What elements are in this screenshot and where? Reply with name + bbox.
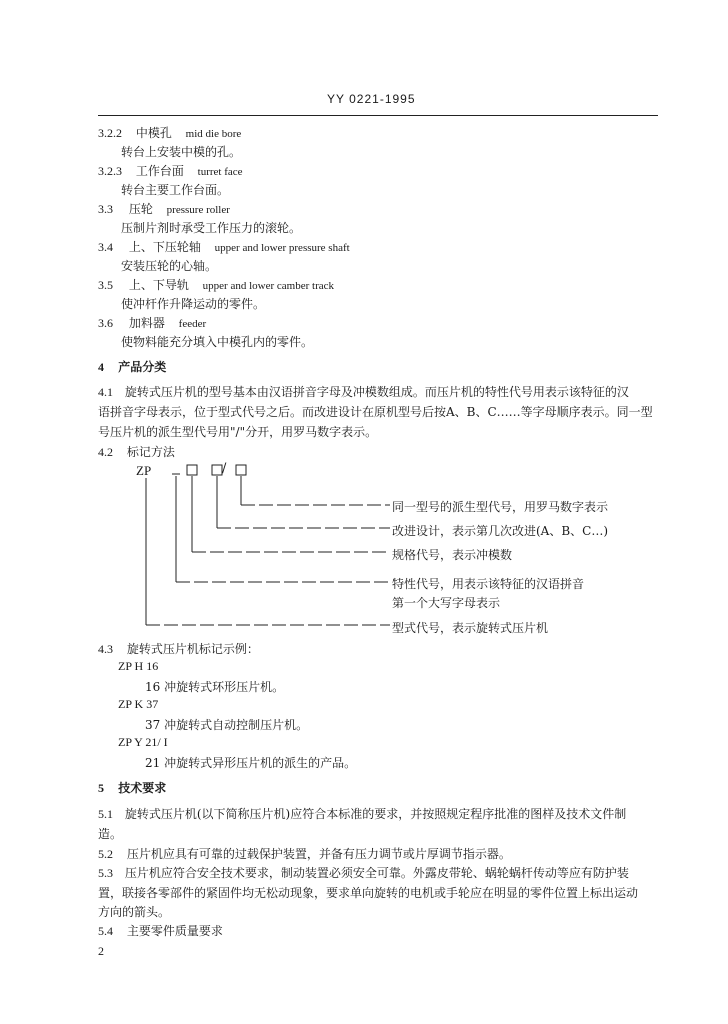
diagram-prefix: ZP <box>136 463 152 478</box>
term-en: mid die bore <box>185 128 242 140</box>
para-5-3-line3: 方向的箭头。 <box>98 905 171 919</box>
para-number: 5.2 <box>98 847 113 861</box>
para-5-1-line2: 造。 <box>98 827 123 841</box>
para-5-4 <box>98 922 223 939</box>
para-number: 4.1 <box>98 385 113 399</box>
definition: 使物料能充分填入中模孔内的零件。 <box>121 335 314 349</box>
term-cn: 上、下导轨 <box>128 278 189 292</box>
diagram-label-characteristic-2: 第一个大写字母表示 <box>392 596 501 610</box>
term-cn: 加料器 <box>128 316 165 330</box>
diagram-label-characteristic-1: 特性代号，用表示该特征的汉语拼音 <box>392 577 585 591</box>
example-code: ZP K 37 <box>118 697 159 711</box>
standard-code: YY 0221-1995 <box>327 92 416 106</box>
diagram-label-improve: 改进设计，表示第几次改进(A、B、C…) <box>392 524 609 538</box>
para-text: 压片机应具有可靠的过载保护装置，并备有压力调节或片厚调节指示器。 <box>126 847 511 861</box>
term-en: upper and lower camber track <box>202 280 334 292</box>
para-text: 旋转式压片机的型号基本由汉语拼音字母及冲模数组成。而压片机的特性代号用表示该特征的汉 <box>124 385 629 399</box>
item-number: 3.2.3 <box>98 164 122 178</box>
improve-box <box>212 465 222 475</box>
term-en: pressure roller <box>166 204 230 216</box>
item-number: 3.2.2 <box>98 126 122 140</box>
example-desc: 21 冲旋转式异形压片机的派生的产品。 <box>145 756 357 770</box>
para-number: 5.3 <box>98 866 113 880</box>
definition: 安装压轮的心轴。 <box>121 259 218 273</box>
example-desc: 16 冲旋转式环形压片机。 <box>145 680 285 694</box>
para-5-1-line1 <box>98 805 626 822</box>
diagram-slash: / <box>222 461 227 476</box>
para-4-1-line3: 号压片机的派生型代号用"/"分开，用罗马数字表示。 <box>98 425 378 439</box>
term-en: feeder <box>178 318 207 330</box>
item-number: 3.4 <box>98 240 113 254</box>
para-text: 压片机应符合安全技术要求，制动装置必须安全可靠。外露皮带轮、蜗轮蜗杆传动等应有防护装 <box>124 866 629 880</box>
example-code: ZP Y 21/ I <box>118 735 168 749</box>
spec-box <box>187 465 197 475</box>
para-number: 4.2 <box>98 445 113 459</box>
para-5-2 <box>98 845 511 862</box>
item-number: 3.6 <box>98 316 113 330</box>
definition: 压制片剂时承受工作压力的滚轮。 <box>121 221 302 235</box>
diagram-label-type: 型式代号，表示旋转式压片机 <box>392 621 549 635</box>
term-cn: 压轮 <box>128 202 153 216</box>
page-number: 2 <box>98 944 104 958</box>
derived-box <box>236 465 246 475</box>
para-number: 5.4 <box>98 924 113 938</box>
para-title: 标记方法 <box>126 445 175 459</box>
section-number: 5 <box>98 781 104 795</box>
term-cn: 上、下压轮轴 <box>128 240 201 254</box>
definition: 转台主要工作台面。 <box>121 183 230 197</box>
example-desc: 37 冲旋转式自动控制压片机。 <box>145 718 309 732</box>
item-number: 3.3 <box>98 202 113 216</box>
section-title: 技术要求 <box>118 781 167 795</box>
para-5-3-line2: 置，联接各零部件的紧固件均无松动现象，要求单向旋转的电机或手轮应在明显的零件位置上标出运动 <box>98 886 639 900</box>
para-number: 5.1 <box>98 807 113 821</box>
section-title: 产品分类 <box>118 360 167 374</box>
term-en: turret face <box>197 166 243 178</box>
diagram-label-derived: 同一型号的派生型代号，用罗马数字表示 <box>392 500 609 514</box>
example-code: ZP H 16 <box>118 659 159 673</box>
para-4-3 <box>98 640 259 657</box>
para-4-1-line2: 语拼音字母表示，位于型式代号之后。而改进设计在原机型号后按A、B、C……等字母顺序表示。同一型 <box>98 405 653 419</box>
section-number: 4 <box>98 360 104 374</box>
term-cn: 中模孔 <box>135 126 172 140</box>
term-en: upper and lower pressure shaft <box>214 242 350 254</box>
section-5-heading <box>98 779 166 796</box>
para-number: 4.3 <box>98 642 113 656</box>
definition: 使冲杆作升降运动的零件。 <box>121 297 266 311</box>
para-5-3-line1 <box>98 864 629 881</box>
item-number: 3.5 <box>98 278 113 292</box>
definition: 转台上安装中模的孔。 <box>121 145 242 159</box>
para-title: 旋转式压片机标记示例： <box>126 642 259 656</box>
diagram-label-spec: 规格代号，表示冲模数 <box>392 548 513 562</box>
para-text: 旋转式压片机(以下简称压片机)应符合本标准的要求，并按照规定程序批准的图样及技术文件制 <box>124 807 627 821</box>
para-text: 主要零件质量要求 <box>126 924 223 938</box>
term-cn: 工作台面 <box>135 164 184 178</box>
